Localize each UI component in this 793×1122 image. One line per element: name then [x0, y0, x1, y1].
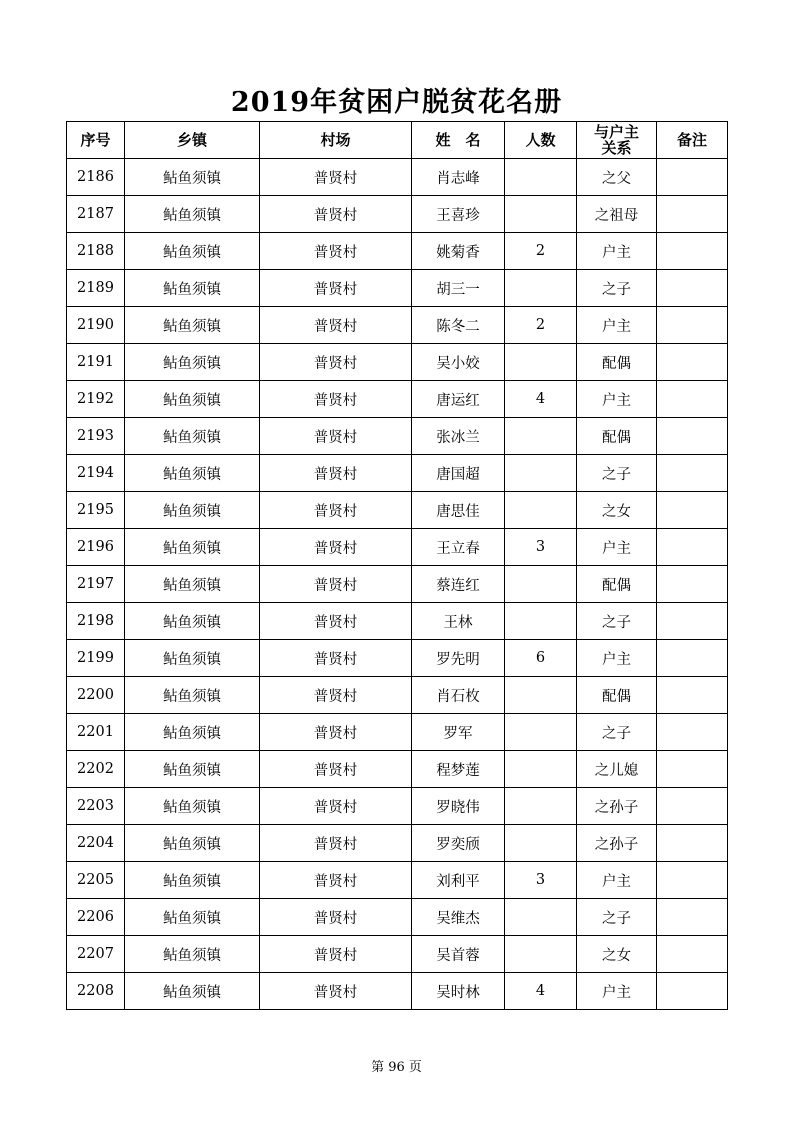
- cell-village: 普贤村: [260, 936, 412, 973]
- cell-relation: 户主: [577, 307, 657, 344]
- cell-count: 4: [505, 381, 577, 418]
- cell-note: [657, 677, 728, 714]
- cell-seq: 2202: [67, 751, 125, 788]
- header-seq: 序号: [67, 122, 125, 159]
- cell-town: 鲇鱼须镇: [125, 603, 260, 640]
- cell-town: 鲇鱼须镇: [125, 344, 260, 381]
- cell-name: 肖石枚: [412, 677, 505, 714]
- cell-count: 4: [505, 973, 577, 1010]
- table-row: [67, 566, 728, 603]
- cell-seq: 2198: [67, 603, 125, 640]
- cell-seq: 2189: [67, 270, 125, 307]
- cell-name: 张冰兰: [412, 418, 505, 455]
- cell-seq: 2186: [67, 159, 125, 196]
- cell-village: 普贤村: [260, 973, 412, 1010]
- cell-count: [505, 455, 577, 492]
- cell-seq: 2188: [67, 233, 125, 270]
- cell-note: [657, 418, 728, 455]
- cell-note: [657, 788, 728, 825]
- page-number: 第 96 页: [371, 1060, 422, 1075]
- cell-relation: 之孙子: [577, 788, 657, 825]
- table-row: [67, 603, 728, 640]
- cell-name: 罗先明: [412, 640, 505, 677]
- cell-village: 普贤村: [260, 307, 412, 344]
- cell-village: 普贤村: [260, 233, 412, 270]
- cell-count: [505, 825, 577, 862]
- cell-note: [657, 973, 728, 1010]
- cell-count: 2: [505, 307, 577, 344]
- cell-seq: 2191: [67, 344, 125, 381]
- cell-name: 吴维杰: [412, 899, 505, 936]
- cell-name: 吴小姣: [412, 344, 505, 381]
- cell-town: 鲇鱼须镇: [125, 233, 260, 270]
- cell-name: 刘利平: [412, 862, 505, 899]
- table-row: [67, 344, 728, 381]
- cell-name: 王林: [412, 603, 505, 640]
- cell-village: 普贤村: [260, 825, 412, 862]
- cell-seq: 2204: [67, 825, 125, 862]
- cell-note: [657, 344, 728, 381]
- cell-count: [505, 899, 577, 936]
- table-header-row: [67, 122, 728, 159]
- cell-name: 王喜珍: [412, 196, 505, 233]
- cell-town: 鲇鱼须镇: [125, 973, 260, 1010]
- cell-count: [505, 677, 577, 714]
- cell-seq: 2200: [67, 677, 125, 714]
- cell-name: 罗军: [412, 714, 505, 751]
- cell-seq: 2205: [67, 862, 125, 899]
- cell-town: 鲇鱼须镇: [125, 936, 260, 973]
- cell-relation: 户主: [577, 640, 657, 677]
- cell-relation: 之女: [577, 936, 657, 973]
- cell-town: 鲇鱼须镇: [125, 825, 260, 862]
- cell-count: 2: [505, 233, 577, 270]
- table-row: [67, 714, 728, 751]
- cell-village: 普贤村: [260, 492, 412, 529]
- cell-seq: 2197: [67, 566, 125, 603]
- cell-village: 普贤村: [260, 566, 412, 603]
- cell-count: [505, 714, 577, 751]
- header-relation: [577, 122, 657, 159]
- cell-relation: 户主: [577, 381, 657, 418]
- header-count: 人数: [505, 122, 577, 159]
- cell-town: 鲇鱼须镇: [125, 270, 260, 307]
- cell-village: 普贤村: [260, 714, 412, 751]
- cell-name: 胡三一: [412, 270, 505, 307]
- cell-name: 吴首蓉: [412, 936, 505, 973]
- cell-relation: 之孙子: [577, 825, 657, 862]
- cell-relation: 之子: [577, 714, 657, 751]
- cell-relation: 之子: [577, 899, 657, 936]
- table-row: [67, 196, 728, 233]
- header-note: 备注: [657, 122, 728, 159]
- cell-town: 鲇鱼须镇: [125, 899, 260, 936]
- cell-name: 唐思佳: [412, 492, 505, 529]
- cell-town: 鲇鱼须镇: [125, 566, 260, 603]
- cell-relation: 配偶: [577, 677, 657, 714]
- cell-village: 普贤村: [260, 418, 412, 455]
- table-row: [67, 936, 728, 973]
- table-row: [67, 381, 728, 418]
- cell-note: [657, 492, 728, 529]
- table-row: [67, 677, 728, 714]
- cell-village: 普贤村: [260, 899, 412, 936]
- cell-relation: 户主: [577, 529, 657, 566]
- cell-seq: 2199: [67, 640, 125, 677]
- cell-town: 鲇鱼须镇: [125, 492, 260, 529]
- cell-count: [505, 936, 577, 973]
- cell-count: [505, 751, 577, 788]
- cell-name: 吴时林: [412, 973, 505, 1010]
- cell-name: 罗奕颀: [412, 825, 505, 862]
- table-row: [67, 899, 728, 936]
- cell-note: [657, 196, 728, 233]
- cell-relation: 户主: [577, 862, 657, 899]
- cell-count: [505, 788, 577, 825]
- cell-village: 普贤村: [260, 788, 412, 825]
- cell-count: [505, 418, 577, 455]
- table-row: [67, 418, 728, 455]
- header-name: 姓 名: [412, 122, 505, 159]
- cell-seq: 2190: [67, 307, 125, 344]
- cell-village: 普贤村: [260, 159, 412, 196]
- cell-name: 唐国超: [412, 455, 505, 492]
- cell-relation: 配偶: [577, 566, 657, 603]
- table-row: [67, 825, 728, 862]
- cell-name: 王立春: [412, 529, 505, 566]
- cell-note: [657, 270, 728, 307]
- cell-note: [657, 640, 728, 677]
- cell-town: 鲇鱼须镇: [125, 196, 260, 233]
- cell-note: [657, 751, 728, 788]
- cell-town: 鲇鱼须镇: [125, 640, 260, 677]
- cell-town: 鲇鱼须镇: [125, 307, 260, 344]
- header-relation-line2: 关系: [601, 139, 632, 157]
- cell-seq: 2207: [67, 936, 125, 973]
- cell-village: 普贤村: [260, 529, 412, 566]
- cell-seq: 2193: [67, 418, 125, 455]
- cell-count: [505, 566, 577, 603]
- cell-village: 普贤村: [260, 640, 412, 677]
- table-body: [67, 159, 728, 1010]
- cell-seq: 2195: [67, 492, 125, 529]
- cell-count: 6: [505, 640, 577, 677]
- cell-count: 3: [505, 529, 577, 566]
- cell-seq: 2203: [67, 788, 125, 825]
- cell-note: [657, 159, 728, 196]
- cell-village: 普贤村: [260, 196, 412, 233]
- table-row: [67, 640, 728, 677]
- cell-relation: 配偶: [577, 344, 657, 381]
- cell-village: 普贤村: [260, 862, 412, 899]
- cell-count: [505, 159, 577, 196]
- cell-note: [657, 862, 728, 899]
- table-row: [67, 862, 728, 899]
- cell-relation: 之子: [577, 455, 657, 492]
- cell-note: [657, 381, 728, 418]
- table-row: [67, 973, 728, 1010]
- cell-seq: 2196: [67, 529, 125, 566]
- cell-relation: 之子: [577, 270, 657, 307]
- cell-name: 肖志峰: [412, 159, 505, 196]
- cell-note: [657, 603, 728, 640]
- cell-count: [505, 603, 577, 640]
- cell-count: [505, 196, 577, 233]
- cell-seq: 2206: [67, 899, 125, 936]
- table-row: [67, 455, 728, 492]
- cell-town: 鲇鱼须镇: [125, 529, 260, 566]
- cell-note: [657, 529, 728, 566]
- cell-village: 普贤村: [260, 677, 412, 714]
- cell-town: 鲇鱼须镇: [125, 418, 260, 455]
- table-row: [67, 788, 728, 825]
- cell-note: [657, 936, 728, 973]
- cell-seq: 2187: [67, 196, 125, 233]
- cell-village: 普贤村: [260, 455, 412, 492]
- cell-count: [505, 492, 577, 529]
- cell-relation: 之祖母: [577, 196, 657, 233]
- cell-name: 程梦莲: [412, 751, 505, 788]
- cell-town: 鲇鱼须镇: [125, 862, 260, 899]
- cell-village: 普贤村: [260, 344, 412, 381]
- cell-note: [657, 714, 728, 751]
- cell-name: 姚菊香: [412, 233, 505, 270]
- cell-town: 鲇鱼须镇: [125, 714, 260, 751]
- cell-count: [505, 344, 577, 381]
- table-row: [67, 159, 728, 196]
- header-relation-line1: 与户主: [593, 123, 639, 141]
- cell-relation: 配偶: [577, 418, 657, 455]
- cell-note: [657, 307, 728, 344]
- document-title: 2019年贫困户脱贫花名册: [230, 87, 563, 118]
- cell-village: 普贤村: [260, 270, 412, 307]
- header-town: 乡镇: [125, 122, 260, 159]
- table-row: [67, 233, 728, 270]
- cell-town: 鲇鱼须镇: [125, 455, 260, 492]
- cell-name: 唐运红: [412, 381, 505, 418]
- cell-village: 普贤村: [260, 603, 412, 640]
- cell-relation: 之儿媳: [577, 751, 657, 788]
- cell-name: 陈冬二: [412, 307, 505, 344]
- cell-relation: 之父: [577, 159, 657, 196]
- table-row: [67, 492, 728, 529]
- cell-village: 普贤村: [260, 751, 412, 788]
- table-row: [67, 307, 728, 344]
- cell-seq: 2201: [67, 714, 125, 751]
- table-row: [67, 751, 728, 788]
- cell-relation: 之女: [577, 492, 657, 529]
- cell-name: 罗晓伟: [412, 788, 505, 825]
- cell-count: [505, 270, 577, 307]
- cell-town: 鲇鱼须镇: [125, 788, 260, 825]
- cell-town: 鲇鱼须镇: [125, 751, 260, 788]
- cell-relation: 户主: [577, 233, 657, 270]
- cell-count: 3: [505, 862, 577, 899]
- cell-note: [657, 233, 728, 270]
- cell-relation: 户主: [577, 973, 657, 1010]
- roster-table: [66, 121, 728, 1010]
- cell-name: 蔡连红: [412, 566, 505, 603]
- cell-note: [657, 566, 728, 603]
- cell-note: [657, 825, 728, 862]
- cell-town: 鲇鱼须镇: [125, 381, 260, 418]
- cell-seq: 2194: [67, 455, 125, 492]
- cell-note: [657, 455, 728, 492]
- table-row: [67, 270, 728, 307]
- cell-relation: 之子: [577, 603, 657, 640]
- table-row: [67, 529, 728, 566]
- cell-town: 鲇鱼须镇: [125, 159, 260, 196]
- cell-village: 普贤村: [260, 381, 412, 418]
- cell-seq: 2192: [67, 381, 125, 418]
- cell-seq: 2208: [67, 973, 125, 1010]
- cell-note: [657, 899, 728, 936]
- cell-town: 鲇鱼须镇: [125, 677, 260, 714]
- header-village: 村场: [260, 122, 412, 159]
